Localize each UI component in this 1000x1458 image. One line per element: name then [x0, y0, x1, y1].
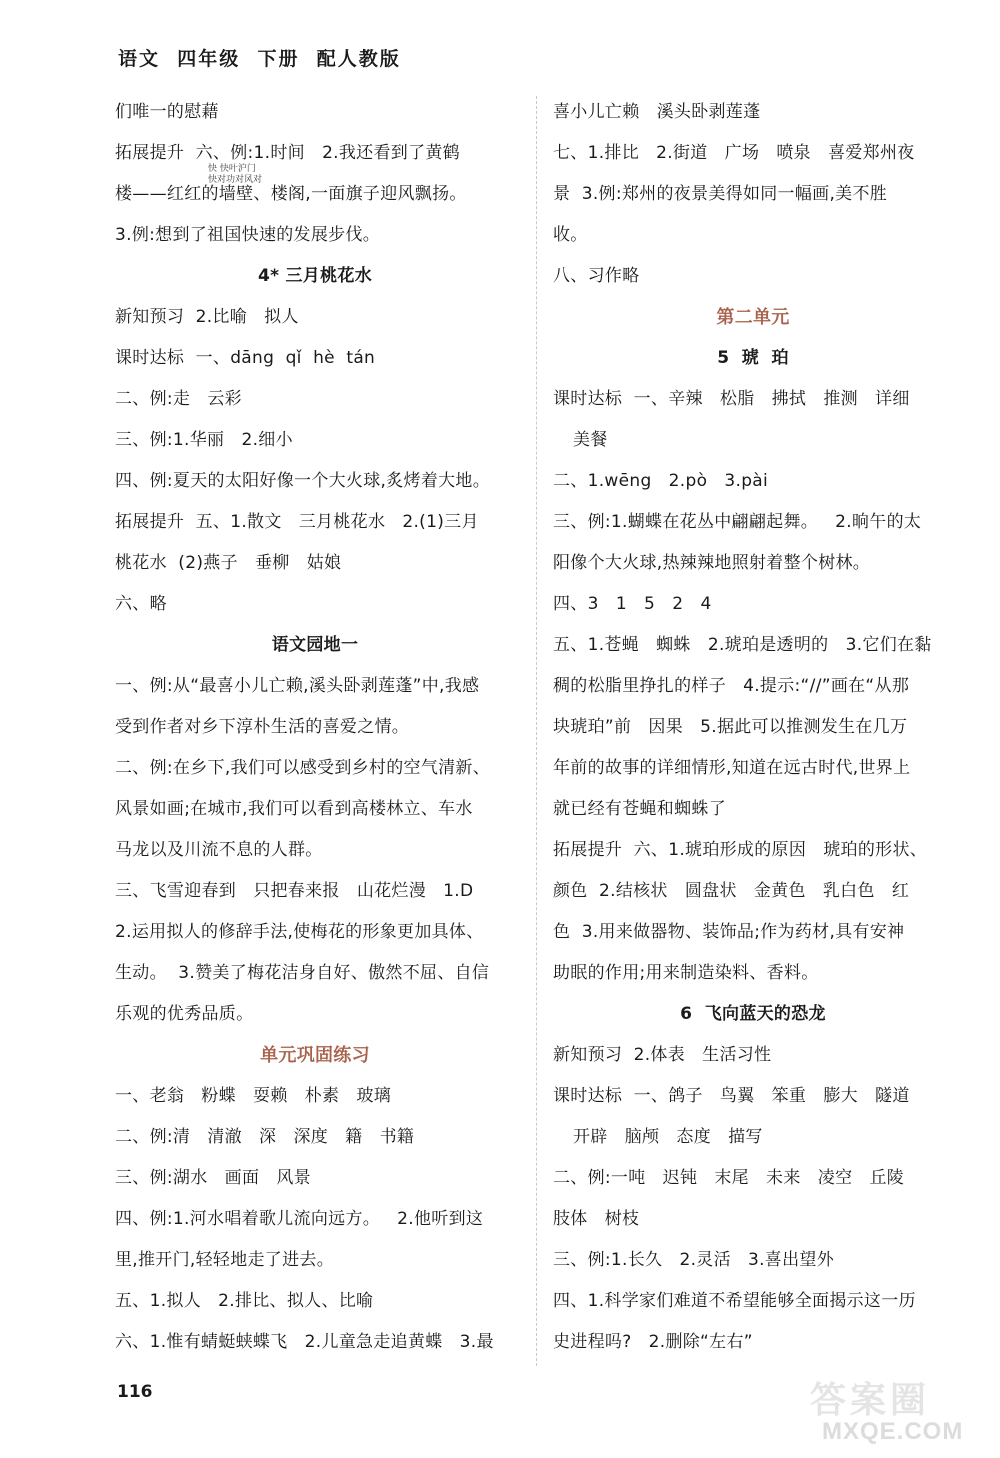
- text-line: 二、例:在乡下,我们可以感受到乡村的空气清新、: [115, 758, 491, 778]
- watermark-url: MXQE.COM: [822, 1418, 964, 1445]
- text-line: 一、例:从“最喜小儿亡赖,溪头卧剥莲蓬”中,我感: [115, 676, 480, 696]
- watermark: [810, 1372, 980, 1452]
- text-line: 里,推开门,轻轻地走了进去。: [115, 1250, 335, 1270]
- text-line: 颜色 2.结核状 圆盘状 金黄色 乳白色 红: [553, 881, 910, 901]
- text-line: 受到作者对乡下淳朴生活的喜爱之情。: [115, 717, 410, 737]
- handwritten-note: 快对功对风对: [208, 175, 263, 185]
- text-line: 三、例:1.华丽 2.细小: [115, 430, 293, 450]
- text-line: 乐观的优秀品质。: [115, 1004, 254, 1024]
- text-line: 收。: [553, 225, 588, 245]
- section-title: 5 琥 珀: [717, 348, 789, 368]
- text-line: 喜小儿亡赖 溪头卧剥莲蓬: [553, 102, 761, 122]
- text-line: 二、例:走 云彩: [115, 389, 242, 409]
- text-line: 稠的松脂里挣扎的样子 4.提示:“//”画在“从那: [553, 676, 910, 696]
- text-line: 新知预习 2.比喻 拟人: [115, 307, 299, 327]
- section-title: 语文园地一: [271, 635, 359, 655]
- column-divider: [536, 96, 537, 1366]
- text-line: 楼——红红的墙壁、楼阁,一面旗子迎风飘扬。: [115, 184, 467, 204]
- text-line: 拓展提升 六、例:1.时间 2.我还看到了黄鹤: [115, 143, 460, 163]
- text-line: 们唯一的慰藉: [115, 102, 219, 122]
- text-line: 六、1.惟有蜻蜓蛱蝶飞 2.儿童急走追黄蝶 3.最: [115, 1332, 494, 1352]
- text-line: 七、1.排比 2.街道 广场 喷泉 喜爱郑州夜: [553, 143, 915, 163]
- text-line: 课时达标 一、辛辣 松脂 拂拭 推测 详细: [553, 389, 910, 409]
- text-line: 八、习作略: [553, 266, 640, 286]
- unit-heading: 第二单元: [716, 307, 790, 328]
- text-line: 一、老翁 粉蝶 耍赖 朴素 玻璃: [115, 1086, 392, 1106]
- text-line: 新知预习 2.体表 生活习性: [553, 1045, 772, 1065]
- text-line: 三、例:湖水 画面 风景: [115, 1168, 311, 1188]
- text-line: 生动。 3.赞美了梅花洁身自好、傲然不屈、自信: [115, 963, 490, 983]
- text-line: 阳像个大火球,热辣辣地照射着整个树林。: [553, 553, 871, 573]
- text-line: 五、1.拟人 2.排比、拟人、比喻: [115, 1291, 374, 1311]
- text-line: 助眠的作用;用来制造染料、香料。: [553, 963, 819, 983]
- text-line: 四、例:1.河水唱着歌儿流向远方。 2.他听到这: [115, 1209, 484, 1229]
- handwritten-note: 快 快叶沪门: [208, 164, 256, 174]
- text-line: 2.运用拟人的修辞手法,使梅花的形象更加具体、: [115, 922, 484, 942]
- text-line: 美餐: [573, 430, 608, 450]
- text-line: 年前的故事的详细情形,知道在远古时代,世界上: [553, 758, 911, 778]
- text-line: 二、1.wēng 2.pò 3.pài: [553, 471, 769, 491]
- text-line: 就已经有苍蝇和蜘蛛了: [553, 799, 726, 819]
- text-line: 肢体 树枝: [553, 1209, 640, 1229]
- section-title: 6 飞向蓝天的恐龙: [680, 1004, 826, 1024]
- text-line: 桃花水 (2)燕子 垂柳 姑娘: [115, 553, 342, 573]
- text-line: 开辟 脑颅 态度 描写: [573, 1127, 763, 1147]
- text-line: 六、略: [115, 594, 167, 614]
- text-line: 块琥珀”前 因果 5.据此可以推测发生在几万: [553, 717, 908, 737]
- text-line: 色 3.用来做器物、装饰品;作为药材,具有安神: [553, 922, 905, 942]
- page-header: 语文 四年级 下册 配人教版: [118, 48, 401, 70]
- text-line: 二、例:一吨 迟钝 末尾 未来 凌空 丘陵: [553, 1168, 905, 1188]
- text-line: 三、例:1.蝴蝶在花丛中翩翩起舞。 2.晌午的太: [553, 512, 922, 532]
- text-line: 风景如画;在城市,我们可以看到高楼林立、车水: [115, 799, 473, 819]
- text-line: 拓展提升 六、1.琥珀形成的原因 琥珀的形状、: [553, 840, 928, 860]
- text-line: 三、例:1.长久 2.灵活 3.喜出望外: [553, 1250, 835, 1270]
- text-line: 课时达标 一、dāng qǐ hè tán: [115, 348, 376, 368]
- page-number: 116: [117, 1382, 153, 1402]
- text-line: 二、例:清 清澈 深 深度 籍 书籍: [115, 1127, 415, 1147]
- text-line: 三、飞雪迎春到 只把春来报 山花烂漫 1.D: [115, 881, 474, 901]
- text-line: 课时达标 一、鸽子 鸟翼 笨重 膨大 隧道: [553, 1086, 910, 1106]
- right-column: [553, 92, 953, 1363]
- watermark-logo: 答案圈: [810, 1380, 931, 1421]
- text-line: 五、1.苍蝇 蜘蛛 2.琥珀是透明的 3.它们在黏: [553, 635, 932, 655]
- section-title: 4* 三月桃花水: [257, 266, 373, 286]
- unit-heading: 单元巩固练习: [260, 1045, 370, 1066]
- text-line: 四、1.科学家们难道不希望能够全面揭示这一历: [553, 1291, 916, 1311]
- text-line: 3.例:想到了祖国快速的发展步伐。: [115, 225, 381, 245]
- text-line: 四、3 1 5 2 4: [553, 594, 712, 614]
- text-line: 拓展提升 五、1.散文 三月桃花水 2.(1)三月: [115, 512, 479, 532]
- text-line: 四、例:夏天的太阳好像一个大火球,炙烤着大地。: [115, 471, 491, 491]
- text-line: 史进程吗? 2.删除“左右”: [553, 1332, 753, 1352]
- text-line: 马龙以及川流不息的人群。: [115, 840, 323, 860]
- text-line: 景 3.例:郑州的夜景美得如同一幅画,美不胜: [553, 184, 888, 204]
- left-column: [115, 92, 515, 1363]
